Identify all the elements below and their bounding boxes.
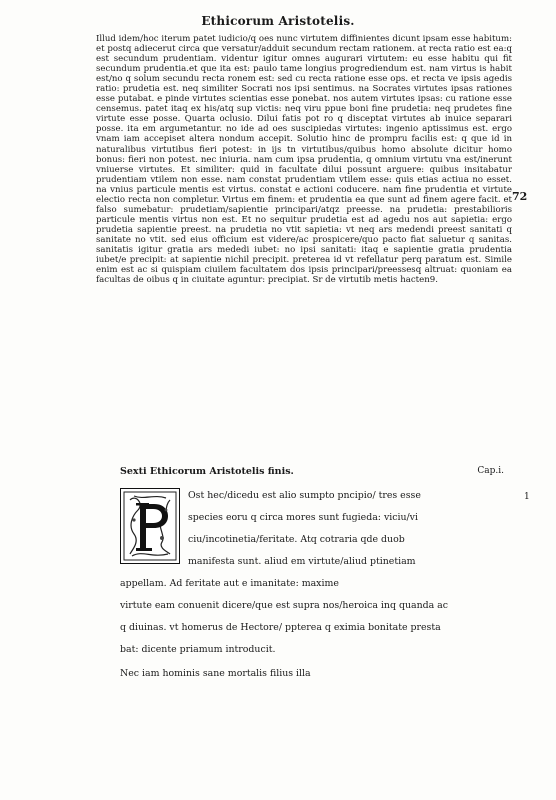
decorated-initial-image — [122, 490, 178, 562]
text-line: virtute eam conuenit dicere/que est supra nos/heroica inq quanda ac — [120, 600, 449, 611]
decorated-initial — [120, 488, 180, 564]
section-end-text: Sexti Ethicorum Aristotelis finis. — [120, 466, 294, 477]
text-line: Ost hec/dicedu est alio sumpto pncipio/ tres esse — [188, 490, 421, 501]
text-line: bat: dicente priamum introducit. — [120, 644, 276, 655]
folio-number: 72 — [512, 190, 528, 203]
text-line: q diuinas. vt homerus de Hectore/ ppterea q eximia bonitate presta — [120, 622, 441, 633]
text-line: species eoru q circa mores sunt fugieda: viciu/vi — [188, 512, 418, 523]
text-line: manifesta sunt. aliud em virtute/aliud ptinetiam — [188, 556, 416, 567]
chapter-label: Cap.i. — [477, 466, 504, 476]
main-text-block — [96, 34, 512, 285]
marginal-number: 1 — [524, 492, 530, 502]
main-text: Illud idem/hoc iterum patet iudicio/q oes nunc virtutem diffinientes dicunt ipsam esse habitum: et postq adiecerut circa que versatur/adduit secundum rectam rationem. at recta ratio est ea:q est secundum prudentiam. videntur igitur omnes augurari virtutem: eu esse habitu qui fit secundum prudentia.et que ita est: paulo tame longius progrediendum est. nam virtus is habit est/no q solum secundu recta ronem est: sed cu recta ratione esse ops. et recta ve ipsis agedis ratio: prudetia est. neq similiter Socrati nos ipsi sentimus. na Socrates virtutes ipsas rationes esse putabat. e pinde virtutes scientias esse ponebat. nos autem virtutes ipsas: cu ratione esse censemus. patet itaq ex his/atq sup victis: neq viru ppue boni fine prudetia: neq prudetes fine virtute esse posse. Quarta oclusio. Dilui fatis pot ro q disceptat virtutes ab inuice separari posse. ita em argumetantur. no ide ad oes suscipiedas virtutes: ingenio aptissimus est. ergo vnam iam accepiset altera nondum accepit. Solutio hinc de prompru facilis est: q que id in naturalibus virtutibus fieri potest: in ijs tn virtutibus/quibus homo absolute dicitur homo bonus: fieri non potest. nec iniuria. nam cum ipsa prudentia, q omnium virtutu vna est/inerunt vniuerse virtutes. Et similiter: quid in facultate dilui possunt arguere: quibus insitabatur prudentiam vtilem non esse. nam constat prudentiam vtilem esse: quis etias actiua no esset. na vnius particule mentis est virtus. constat e actioni coducere. nam fine prudentia et virtute electio recta non completur. Virtus em finem: et prudentia ea que sunt ad finem agere facit. et falso sumebatur: prudetiam/sapientie principari/atqz preesse. na prudetia: prestabilioris particule mentis virtus non est. Et no sequitur prudetia est ad agedu nos aut sapietia: ergo prudetia sapientie preest. na prudetia no vtit sapietia: vt neq ars medendi preest sanitati q sanitate no vtit. sed eius officium est videre/ac prospicere/quo pacto fiat saluetur q sanitas. sanitatis igitur gratia ars mededi iubet: no ipsi sanitati: itaq e sapientie gratia prudentia iubet/e precipit: at sapientie nichil precipit. preterea id vt refellatur perq paratum est. Simile enim est ac si quispiam ciuilem facultatem dos ipsis principari/preessesq altruat: quoniam ea facultas de oibus q in ciuitate aguntur: precipiat. Sr de virtutib metis hacten9. — [96, 34, 512, 286]
text-line: ciu/incotinetia/feritate. Atq cotraria qde duob — [188, 534, 405, 545]
section-end-line — [120, 466, 504, 477]
text-line: appellam. Ad feritate aut e imanitate: maxime — [120, 578, 339, 589]
text-line: Nec iam hominis sane mortalis filius illa — [120, 668, 311, 679]
running-title: Ethicorum Aristotelis. — [201, 14, 355, 28]
